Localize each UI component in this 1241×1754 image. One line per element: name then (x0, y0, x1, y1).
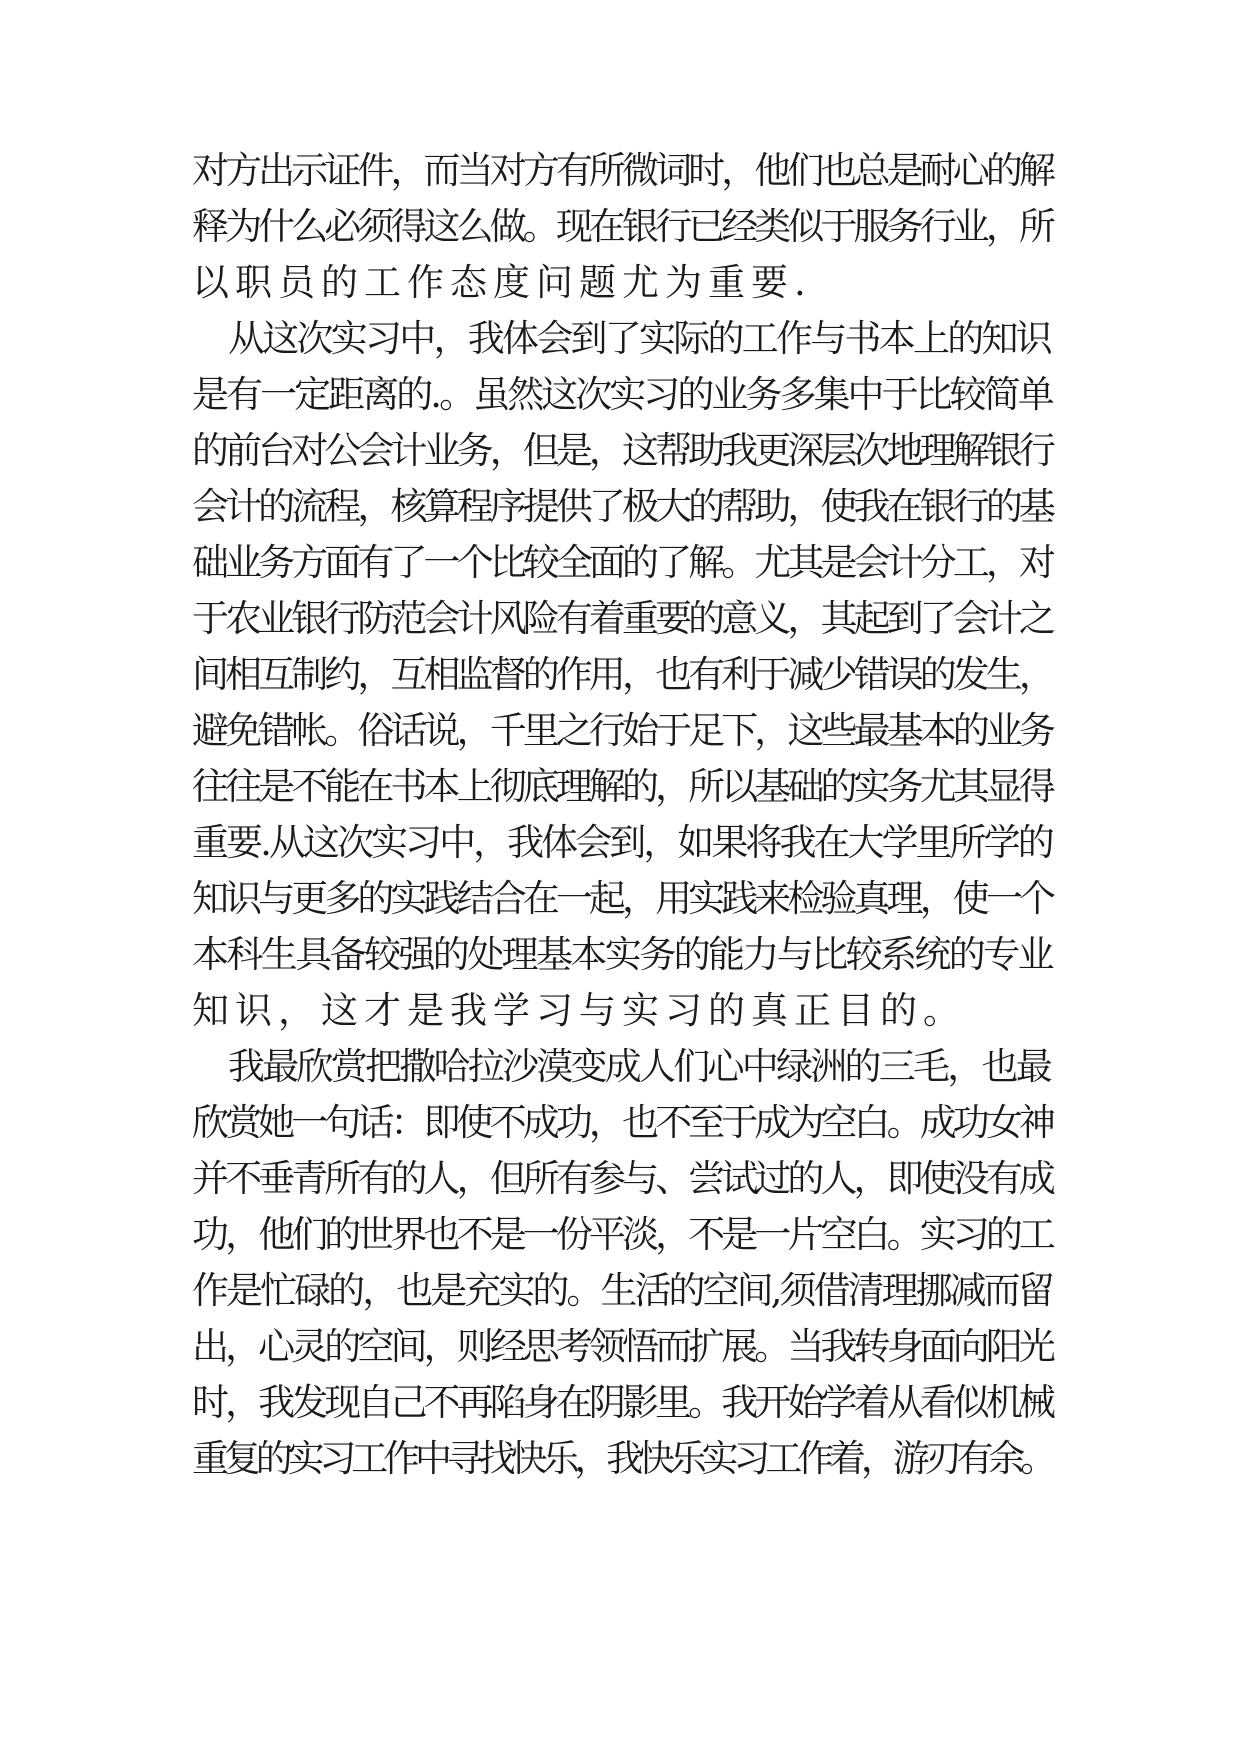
text-line: 知识与更多的实践结合在一起，用实践来检验真理，使一个 (192, 877, 1052, 920)
text-line: 往往是不能在书本上彻底理解的，所以基础的实务尤其显得 (192, 765, 1052, 808)
text-line: 知识，这才是我学习与实习的真正目的。 (192, 989, 966, 1032)
text-line: 对方出示证件，而当对方有所微词时，他们也总是耐心的解 (192, 149, 1052, 192)
text-line: 本科生具备较强的处理基本实务的能力与比较系统的专业 (192, 933, 1052, 976)
text-line: 欣赏她一句话：即使不成功，也不至于成为空白。成功女神 (192, 1101, 1052, 1144)
text-line: 是有一定距离的.。虽然这次实习的业务多集中于比较简单 (192, 373, 1052, 416)
text-line: 作是忙碌的，也是充实的。生活的空间,须借清理挪减而留 (192, 1269, 1052, 1312)
paragraph-first-line: 我最欣赏把撒哈拉沙漠变成人们心中绿洲的三毛，也最 (228, 1045, 1050, 1088)
text-line: 释为什么必须得这么做。现在银行已经类似于服务行业，所 (192, 205, 1052, 248)
text-line: 以职员的工作态度问题尤为重要. (192, 261, 812, 304)
text-line: 会计的流程，核算程序提供了极大的帮助，使我在银行的基 (192, 485, 1052, 528)
text-line: 重要.从这次实习中，我体会到，如果将我在大学里所学的 (192, 821, 1052, 864)
text-line: 避免错帐。俗话说，千里之行始于足下，这些最基本的业务 (192, 709, 1052, 752)
text-line: 间相互制约，互相监督的作用，也有利于减少错误的发生， (192, 653, 1052, 696)
text-line: 出，心灵的空间，则经思考领悟而扩展。当我转身面向阳光 (192, 1325, 1052, 1368)
text-line: 并不垂青所有的人，但所有参与、尝试过的人，即使没有成 (192, 1157, 1052, 1200)
text-line: 于农业银行防范会计风险有着重要的意义，其起到了会计之 (192, 597, 1052, 640)
text-line: 的前台对公会计业务，但是，这帮助我更深层次地理解银行 (192, 429, 1052, 472)
text-line: 重复的实习工作中寻找快乐，我快乐实习工作着，游刃有余。 (192, 1437, 1052, 1480)
text-line: 础业务方面有了一个比较全面的了解。尤其是会计分工，对 (192, 541, 1052, 584)
paragraph-first-line: 从这次实习中，我体会到了实际的工作与书本上的知识 (228, 317, 1050, 360)
text-line: 功，他们的世界也不是一份平淡，不是一片空白。实习的工 (192, 1213, 1052, 1256)
text-line: 时，我发现自己不再陷身在阴影里。我开始学着从看似机械 (192, 1381, 1052, 1424)
